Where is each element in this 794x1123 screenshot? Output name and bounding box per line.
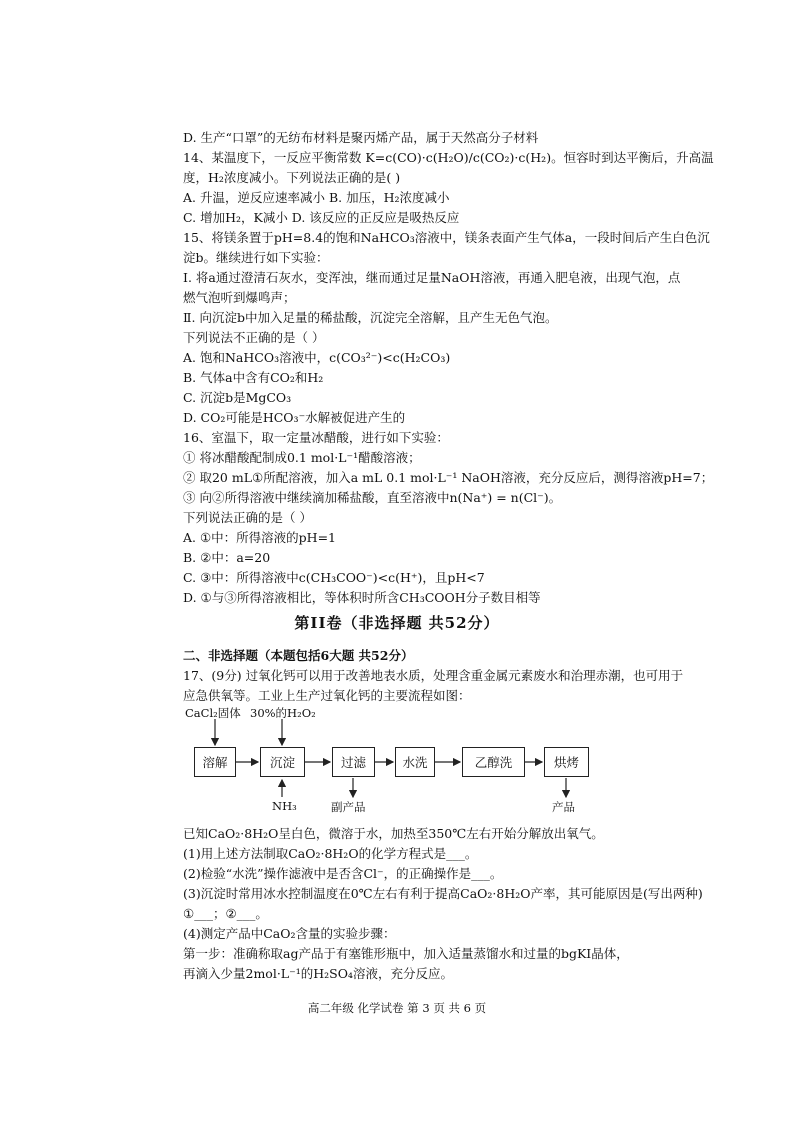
input-cacl2-label: CaCl₂固体 xyxy=(185,706,241,720)
q15-exp1-1: Ⅰ. 将a通过澄清石灰水，变浑浊，继而通过足量NaOH溶液，再通入肥皂液，出现气泡，点 xyxy=(183,270,681,285)
q14-stem-1: 14、某温度下，一反应平衡常数 K=c(CO)·c(H₂O)/c(CO₂)·c(H₂)。恒容时到达平衡后，升高温 xyxy=(183,150,714,165)
q17-part3-blanks: ①___；②___。 xyxy=(183,906,268,921)
q17-intro-1: 17、(9分) 过氧化钙可以用于改善地表水质，处理含重金属元素废水和治理赤潮，也可用于 xyxy=(183,668,684,683)
q15-option-d: D. CO₂可能是HCO₃⁻水解被促进产生的 xyxy=(183,410,406,425)
step-filter-box: 过滤 xyxy=(332,747,375,777)
option-d-q13: D. 生产“口罩”的无纺布材料是聚丙烯产品，属于天然高分子材料 xyxy=(183,130,539,145)
section-heading: 二、非选择题（本题包括6大题 共52分） xyxy=(183,648,414,663)
step-dissolve-box: 溶解 xyxy=(194,747,236,777)
q14-stem-2: 度，H₂浓度减小。下列说法正确的是( ) xyxy=(183,170,401,185)
q17-part1: (1)用上述方法制取CaO₂·8H₂O的化学方程式是___。 xyxy=(183,846,478,861)
q14-options-ab: A. 升温，逆反应速率减小 B. 加压，H₂浓度减小 xyxy=(183,190,450,205)
step-bake-box: 烘烤 xyxy=(544,747,589,777)
q16-step2: ② 取20 mL①所配溶液，加入a mL 0.1 mol·L⁻¹ NaOH溶液，充分反应后，测得溶液pH=7； xyxy=(183,470,714,485)
q16-step3: ③ 向②所得溶液中继续滴加稀盐酸，直至溶液中n(Na⁺) = n(Cl⁻)。 xyxy=(183,490,562,505)
q15-stem-1: 15、将镁条置于pH=8.4的饱和NaHCO₃溶液中，镁条表面产生气体a，一段时间后产生白色沉 xyxy=(183,230,710,245)
q16-prompt: 下列说法正确的是（ ） xyxy=(183,510,312,525)
q16-stem: 16、室温下，取一定量冰醋酸，进行如下实验： xyxy=(183,430,449,445)
flowchart-arrows xyxy=(180,705,600,815)
page-footer: 高二年级 化学试卷 第 3 页 共 6 页 xyxy=(307,1001,487,1015)
q16-option-c: C. ③中：所得溶液中c(CH₃COO⁻)<c(H⁺)，且pH<7 xyxy=(183,570,485,585)
q16-option-a: A. ①中：所得溶液的pH=1 xyxy=(183,530,337,545)
step-water-wash-box: 水洗 xyxy=(395,747,435,777)
q15-exp2: Ⅱ. 向沉淀b中加入足量的稀盐酸，沉淀完全溶解，且产生无色气泡。 xyxy=(183,310,558,325)
q17-step1-2: 再滴入少量2mol·L⁻¹的H₂SO₄溶液，充分反应。 xyxy=(183,966,453,981)
q17-known: 已知CaO₂·8H₂O呈白色，微溶于水，加热至350℃左右开始分解放出氧气。 xyxy=(183,826,604,841)
q15-option-b: B. 气体a中含有CO₂和H₂ xyxy=(183,370,324,385)
q16-option-d: D. ①与③所得溶液相比，等体积时所含CH₃COOH分子数目相等 xyxy=(183,590,541,605)
product-label: 产品 xyxy=(552,800,575,814)
q15-prompt: 下列说法不正确的是（ ） xyxy=(183,330,325,345)
step-ethanol-wash-box: 乙醇洗 xyxy=(462,747,525,777)
input-h2o2-label: 30%的H₂O₂ xyxy=(250,706,316,720)
process-flowchart xyxy=(180,705,600,815)
input-nh3-label: NH₃ xyxy=(272,799,297,813)
q17-intro-2: 应急供氧等。工业上生产过氧化钙的主要流程如图： xyxy=(183,688,471,703)
q15-option-c: C. 沉淀b是MgCO₃ xyxy=(183,390,292,405)
byproduct-label: 副产品 xyxy=(331,800,366,814)
q15-stem-2: 淀b。继续进行如下实验： xyxy=(183,250,329,265)
step-precipitate-box: 沉淀 xyxy=(260,747,305,777)
q17-step1-1: 第一步：准确称取ag产品于有塞锥形瓶中，加入适量蒸馏水和过量的bgKI晶体， xyxy=(183,946,629,961)
q17-part3: (3)沉淀时常用冰水控制温度在0℃左右有利于提高CaO₂·8H₂O产率，其可能原因是(写出两种) xyxy=(183,886,703,901)
q17-part4: (4)测定产品中CaO₂含量的实验步骤： xyxy=(183,926,396,941)
q15-option-a: A. 饱和NaHCO₃溶液中，c(CO₃²⁻)<c(H₂CO₃) xyxy=(183,350,451,365)
q15-exp1-2: 燃气泡听到爆鸣声； xyxy=(183,290,296,305)
section-title: 第II卷（非选择题 共52分） xyxy=(294,614,500,632)
q16-option-b: B. ②中：a=20 xyxy=(183,550,271,565)
q16-step1: ① 将冰醋酸配制成0.1 mol·L⁻¹醋酸溶液； xyxy=(183,450,421,465)
q17-part2: (2)检验“水洗”操作滤液中是否含Cl⁻，的正确操作是___。 xyxy=(183,866,503,881)
q14-options-cd: C. 增加H₂，K减小 D. 该反应的正反应是吸热反应 xyxy=(183,210,460,225)
